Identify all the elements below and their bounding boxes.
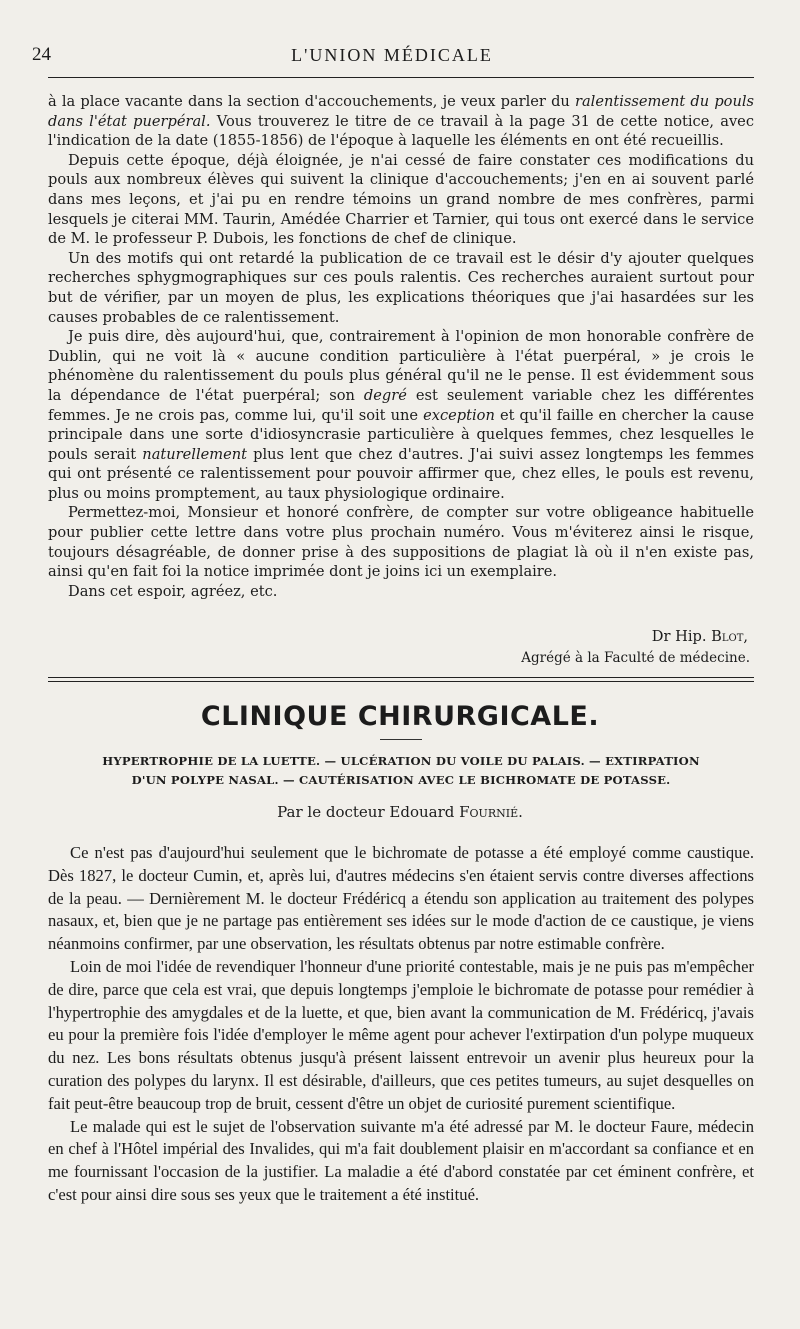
- signature-title: Agrégé à la Faculté de médecine.: [521, 650, 750, 666]
- article-paragraph-1: Ce n'est pas d'aujourd'hui seulement que le bichromate de potasse a été employé comme caustique. Dès 1827, le docteur Cumin, et, après lui, d'autres médecins s'en étaient servis contre diverses affections de la peau. — Dernièrement M. le docteur Frédéricq a étendu son application au traitement des polypes nasaux, et, bien que je ne partage pas entièrement ses idées sur le mode d'action de ce caustique, je viens néanmoins confirmer, par une observation, les résultats obtenus par notre estimable confrère.: [48, 843, 754, 954]
- byline: Par le docteur Edouard Fournié.: [277, 803, 523, 821]
- letter-paragraph-5: Permettez-moi, Monsieur et honoré confrère, de compter sur votre obligeance habituelle pour publier cette lettre dans votre plus prochain numéro. Vous m'éviterez ainsi le risque, toujours désagréable, de donner prise à des suppositions de plagiat là où il n'en existe pas, ainsi qu'en fait foi la notice imprimée dont je joins ici un exemplaire.: [48, 504, 754, 581]
- article-paragraph-3: Le malade qui est le sujet de l'observation suivante m'a été adressé par M. le docteur Faure, médecin en chef à l'Hôtel impérial des Invalides, qui m'a fait doublement plaisir en m'accordant sa confiance et en me fournissant l'occasion de la justifier. La maladie a été d'abord constatée par cet éminent confrère, et c'est pour ainsi dire sous ses yeux que le traitement a été institué.: [48, 1116, 754, 1204]
- letter-paragraph-3: Un des motifs qui ont retardé la publication de ce travail est le désir d'y ajouter quelques recherches sphygmographiques sur ces pouls ralentis. Ces recherches auraient surtout pour but de vérifier, par un moyen de plus, les explications théoriques que j'ai hasardées sur les causes probables de ce ralentissement.: [48, 249, 754, 326]
- article-body: [48, 842, 754, 1207]
- title-divider: [380, 739, 422, 740]
- article-subtitle: HYPERTROPHIE DE LA LUETTE. — ULCÉRATION DU VOILE DU PALAIS. — EXTIRPATION D'UN POLYPE NASAL. — CAUTÉRISATION AVEC LE BICHROMATE DE POTASSE.: [102, 754, 700, 787]
- header-rule: [48, 77, 754, 78]
- letter-paragraph-2: Depuis cette époque, déjà éloignée, je n'ai cessé de faire constater ces modifications du pouls aux nombreux élèves qui suivent la clinique d'accouchements; j'en en ai souvent parlé dans mes leçons, et j'ai pu en rendre témoins un grand nombre de mes confrères, parmi lesquels je citerai MM. Taurin, Amédée Charrier et Tarnier, qui tous ont exercé dans le service de M. le professeur P. Dubois, les fonctions de chef de clinique.: [48, 151, 754, 248]
- running-header: [32, 44, 752, 72]
- letter-paragraph-1: à la place vacante dans la section d'accouchements, je veux parler du ralentissement du pouls dans l'état puerpéral. Vous trouverez le titre de ce travail à la page 31 de cette notice, avec l'indication de la date (1855-1856) de l'époque à laquelle les éléments en ont été recueillis.: [48, 93, 755, 150]
- letter-closing: Dans cet espoir, agréez, etc.: [68, 582, 278, 600]
- section-rule-top: [48, 677, 754, 678]
- section-title: CLINIQUE CHIRURGICALE.: [200, 701, 600, 732]
- article-paragraph-2: Loin de moi l'idée de revendiquer l'honneur d'une priorité contestable, mais je ne puis pas m'empêcher de dire, parce que cela est vrai, que depuis longtemps j'emploie le bichromate de potasse pour remédier à l'hypertrophie des amygdales et de la luette, et que, bien avant la communication de M. Frédéricq, j'avais eu pour la première fois l'idée d'employer le même agent pour achever l'extirpation d'un polype muqueux du nez. Les bons résultats obtenus jusqu'à présent laissent entrevoir un avenir plus heureux pour la curation des polypes du larynx. Il est désirable, d'ailleurs, que ces petites tumeurs, au sujet desquelles on fait peut-être beaucoup trop de bruit, cessent d'être un objet de curiosité purement scientifique.: [48, 956, 754, 1113]
- letter-paragraph-4: Je puis dire, dès aujourd'hui, que, contrairement à l'opinion de mon honorable confrère de Dublin, qui ne voit là « aucune condition particulière à l'état puerpéral, » je crois le phénomène du ralentissement du pouls plus général qu'il ne le pense. Il est évidemment sous la dépendance de l'état puerpéral; son degré est seulement variable chez les différentes femmes. Je ne crois pas, comme lui, qu'il soit une exception et qu'il faille en chercher la cause principale dans une sorte d'idiosyncrasie particulière à quelques femmes, chez lesquelles le pouls serait naturellement plus lent que chez d'autres. J'ai suivi assez longtemps les femmes qui ont présenté ce ralentissement pour pouvoir affirmer que, chez elles, le pouls est revenu, plus ou moins promptement, au taux physiologique ordinaire.: [48, 328, 755, 502]
- signature: Dr Hip. Blot,: [651, 628, 748, 645]
- page-number: 24: [32, 44, 51, 65]
- journal-title: L'UNION MÉDICALE: [291, 45, 493, 65]
- letter-body: [48, 92, 754, 601]
- section-rule-bottom: [48, 681, 754, 682]
